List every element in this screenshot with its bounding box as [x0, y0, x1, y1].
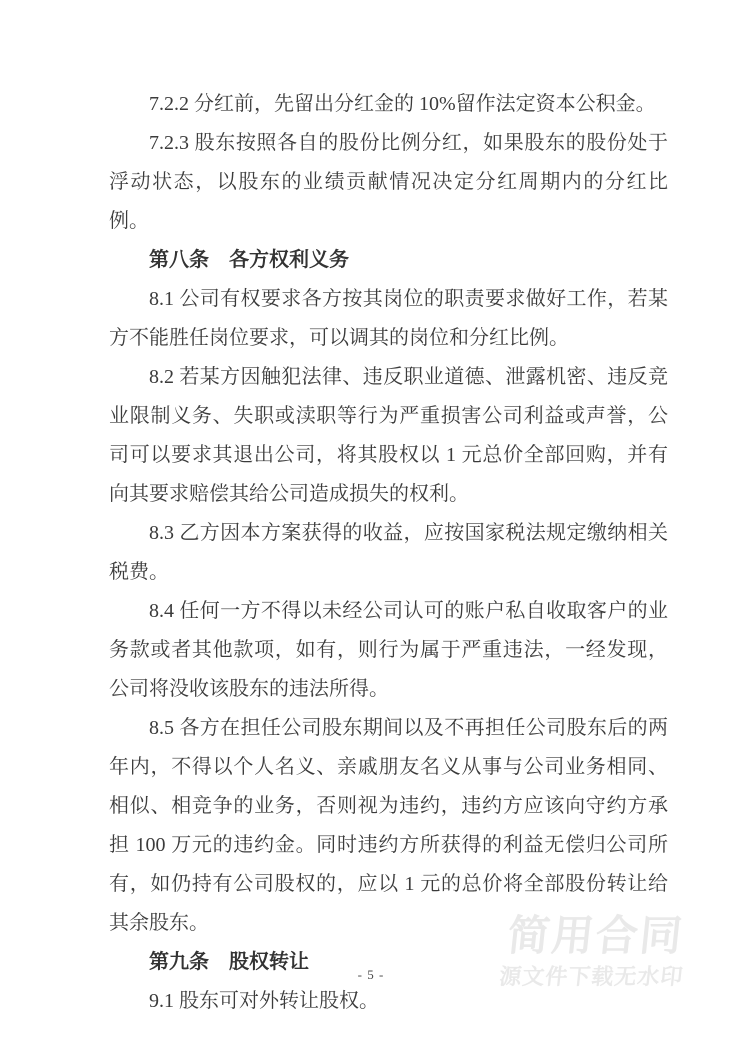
paragraph: 8.4 任何一方不得以未经公司认可的账户私自收取客户的业务款或者其他款项，如有，则行为属于严重违法，一经发现，公司将没收该股东的违法所得。	[109, 600, 668, 700]
section-heading: 第八条 各方权利义务	[149, 249, 349, 271]
paragraph: 8.3 乙方因本方案获得的收益，应按国家税法规定缴纳相关税费。	[109, 522, 668, 583]
paragraph: 8.2 若某方因触犯法律、违反职业道德、泄露机密、违反竞业限制义务、失职或渎职等行为严重损害公司利益或声誉，公司可以要求其退出公司，将其股权以 1 元总价全部回购，并有向其要求赔偿其给公司造成损失的权利。	[109, 366, 668, 505]
document-body	[109, 85, 668, 1021]
paragraph: 7.2.3 股东按照各自的股份比例分红，如果股东的股份处于浮动状态，以股东的业绩贡献情况决定分红周期内的分红比例。	[109, 132, 668, 232]
watermark-subtitle: 源文件下载无水印	[498, 964, 685, 989]
paragraph: 8.1 公司有权要求各方按其岗位的职责要求做好工作，若某方不能胜任岗位要求，可以调其的岗位和分红比例。	[109, 288, 668, 349]
paragraph: 8.5 各方在担任公司股东期间以及不再担任公司股东后的两年内，不得以个人名义、亲戚朋友名义从事与公司业务相同、相似、相竞争的业务，否则视为违约，违约方应该向守约方承担 100 万元的违约金。同时违约方所获得的利益无偿归公司所有，如仍持有公司股权的，应以 1 元的总价将全部股份转让给其余股东。	[109, 717, 668, 934]
watermark-title: 简用合同	[505, 914, 686, 960]
paragraph: 7.2.2 分红前，先留出分红金的 10%留作法定资本公积金。	[149, 93, 656, 115]
page-number: - 5 -	[357, 967, 385, 982]
paragraph: 9.1 股东可对外转让股权。	[149, 990, 379, 1012]
section-heading: 第九条 股权转让	[149, 951, 309, 973]
